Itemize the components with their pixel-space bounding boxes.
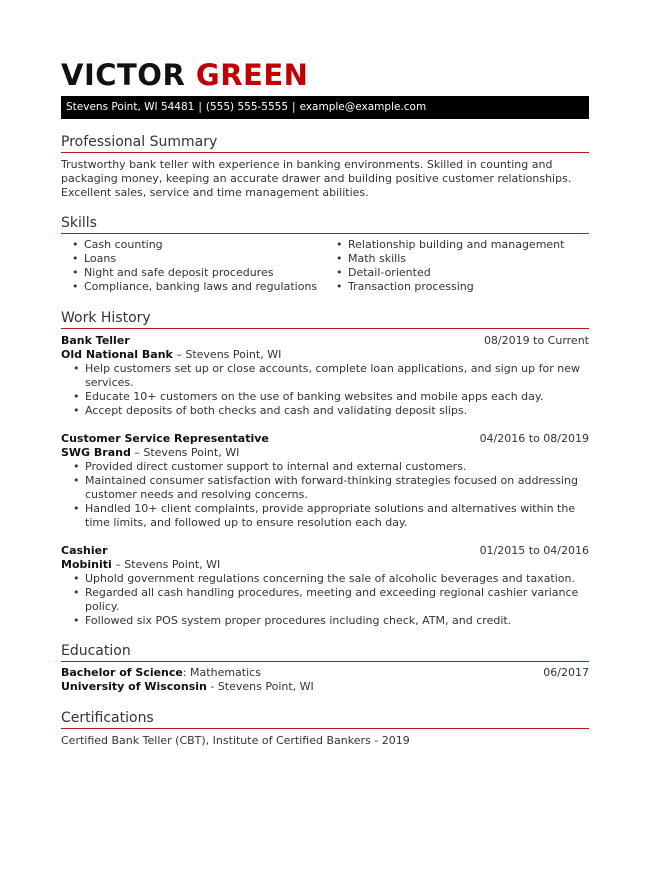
- duty-item: • Maintained consumer satisfaction with forward-thinking strategies focused on addressing customer needs and resolving concerns.: [72, 474, 589, 502]
- skills-heading: Skills: [61, 214, 589, 234]
- skills-column-2: [335, 238, 564, 294]
- job-entry: [61, 334, 589, 418]
- job-dates: 01/2015 to 04/2016: [479, 544, 589, 557]
- job-employer: Mobiniti: [61, 558, 112, 571]
- skill-item: • Compliance, banking laws and regulations: [71, 280, 317, 294]
- job-duties: [61, 362, 589, 418]
- job-location: – Stevens Point, WI: [172, 348, 282, 361]
- duty-item: • Accept deposits of both checks and cash and validating deposit slips.: [72, 404, 589, 418]
- job-dates: 08/2019 to Current: [483, 334, 589, 347]
- summary-heading: Professional Summary: [61, 133, 589, 153]
- job-location: – Stevens Point, WI: [111, 558, 221, 571]
- degree: Bachelor of Science: [61, 666, 183, 679]
- school-name: University of Wisconsin: [61, 680, 207, 693]
- skill-item: • Math skills: [335, 252, 564, 266]
- education-date: 06/2017: [543, 666, 589, 679]
- duty-item: • Handled 10+ client complaints, provide appropriate solutions and alternatives within the time limits, and followed up to ensure resolution each day.: [72, 502, 589, 530]
- first-name: VICTOR: [61, 58, 186, 92]
- skill-item: • Cash counting: [71, 238, 317, 252]
- last-name: GREEN: [195, 58, 309, 92]
- duty-item: • Regarded all cash handling procedures, meeting and exceeding regional cashier variance policy.: [72, 586, 589, 614]
- certifications-heading: Certifications: [61, 709, 589, 729]
- job-dates: 04/2016 to 08/2019: [479, 432, 589, 445]
- skill-item: • Detail-oriented: [335, 266, 564, 280]
- job-entry: [61, 432, 589, 530]
- job-duties: [61, 460, 589, 530]
- job-duties: [61, 572, 589, 628]
- skill-item: • Transaction processing: [335, 280, 564, 294]
- education-entry: [61, 666, 589, 694]
- work-history-heading: Work History: [61, 309, 589, 329]
- contact-email: example@example.com: [299, 101, 427, 113]
- contact-separator: |: [198, 101, 202, 113]
- contact-phone: (555) 555-5555: [205, 101, 289, 113]
- job-title: Customer Service Representative: [61, 432, 269, 445]
- skill-item: • Night and safe deposit procedures: [71, 266, 317, 280]
- duty-item: • Educate 10+ customers on the use of banking websites and mobile apps each day.: [72, 390, 589, 404]
- school-location: - Stevens Point, WI: [206, 680, 314, 693]
- contact-separator: |: [292, 101, 296, 113]
- job-entry: [61, 544, 589, 628]
- education-heading: Education: [61, 642, 589, 662]
- duty-item: • Provided direct customer support to internal and external customers.: [72, 460, 589, 474]
- skill-item: • Relationship building and management: [335, 238, 564, 252]
- job-title: Bank Teller: [61, 334, 130, 347]
- job-title: Cashier: [61, 544, 108, 557]
- duty-item: • Followed six POS system proper procedures including check, ATM, and credit.: [72, 614, 589, 628]
- contact-location: Stevens Point, WI 54481: [66, 101, 195, 113]
- job-location: – Stevens Point, WI: [130, 446, 240, 459]
- job-employer: Old National Bank: [61, 348, 173, 361]
- skill-item: • Loans: [71, 252, 317, 266]
- contact-bar: [61, 96, 589, 119]
- skills-column-1: [71, 238, 317, 294]
- duty-item: • Uphold government regulations concerning the sale of alcoholic beverages and taxation.: [72, 572, 589, 586]
- degree-field: : Mathematics: [182, 666, 261, 679]
- summary-text: Trustworthy bank teller with experience in banking environments. Skilled in counting and packaging money, keeping an accurate drawer and building positive customer relationships. Excellent sales, service and time management abilities.: [61, 158, 572, 199]
- certification-text: Certified Bank Teller (CBT), Institute of Certified Bankers - 2019: [61, 734, 410, 747]
- job-employer: SWG Brand: [61, 446, 131, 459]
- candidate-name: [61, 57, 308, 93]
- duty-item: • Help customers set up or close accounts, complete loan applications, and sign up for new services.: [72, 362, 589, 390]
